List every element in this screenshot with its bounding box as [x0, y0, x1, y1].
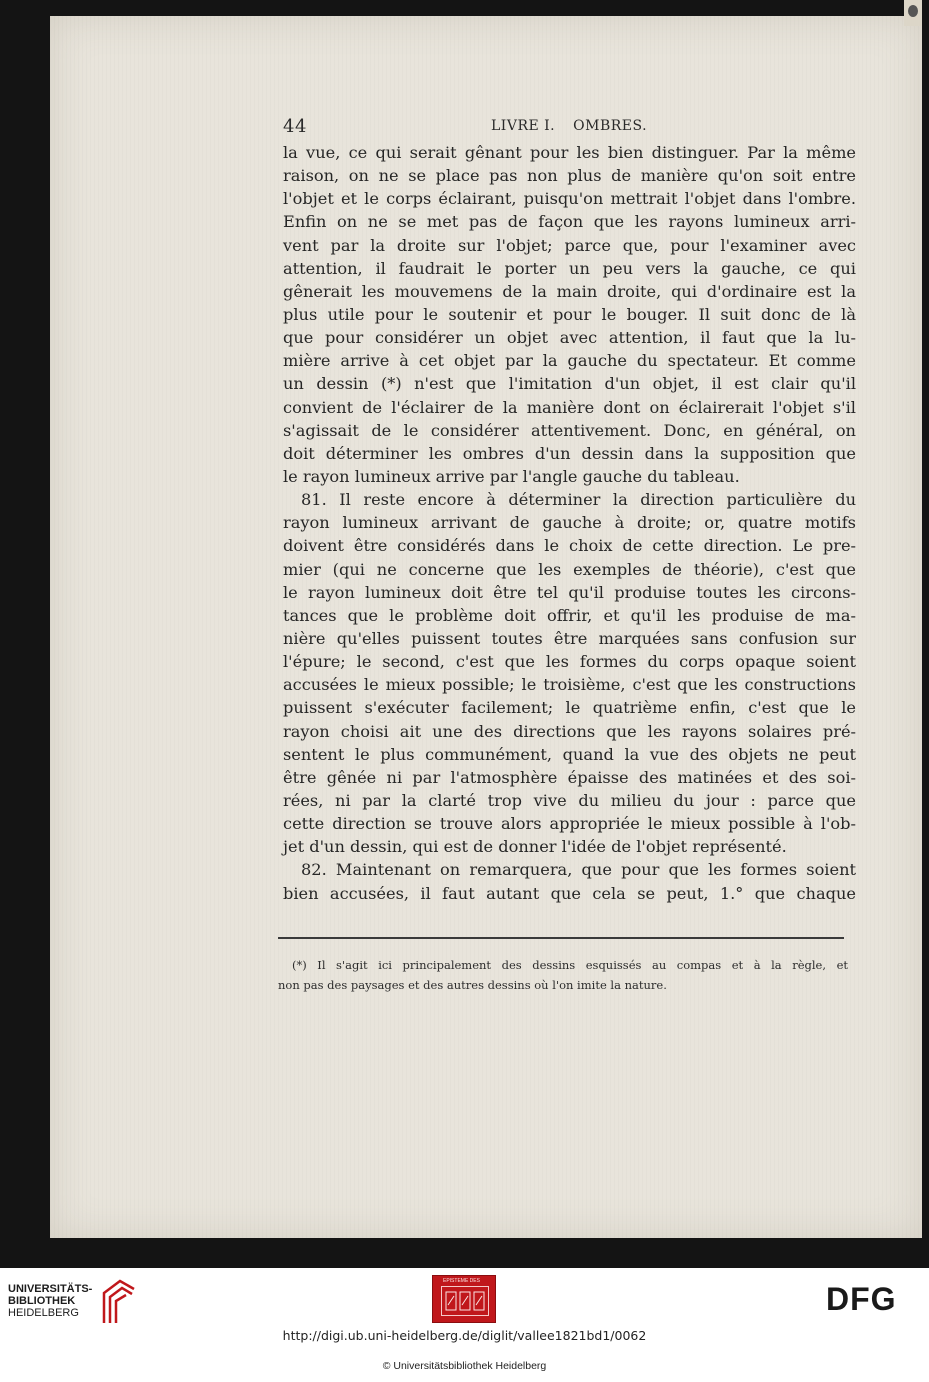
text-line: jet d'un dessin, qui est de donner l'idée de l'objet représenté. [283, 837, 787, 857]
text-line: convient de l'éclairer de la manière dont on éclairerait l'objet s'il [283, 397, 856, 417]
text-line: gênerait les mouvemens de la main droite, qui d'ordinaire est la [283, 281, 856, 301]
running-title-chapter: OMBRES. [573, 118, 648, 134]
text-line: Enfin on ne se met pas de façon que les rayons lumineux arri- [283, 212, 856, 232]
footnote-line: (*) Il s'agit ici principalement des dessins esquissés au compas et à la règle, et [292, 958, 848, 972]
text-line: l'épure; le second, c'est que les formes du corps opaque soient [283, 652, 856, 672]
text-line: un dessin (*) n'est que l'imitation d'un objet, il est clair qu'il [283, 374, 856, 394]
text-line: raison, on ne se place pas non plus de manière qu'on soit entre [283, 166, 856, 186]
text-line: bien accusées, il faut autant que cela se peut, 1.° que chaque [283, 883, 856, 903]
paragraph-81-start: 81. Il reste encore à déterminer la direction particulière du [301, 490, 856, 510]
text-line: vent par la droite sur l'objet; parce que, pour l'examiner avec [283, 235, 856, 255]
text-line: puissent s'exécuter facilement; le quatrième enfin, c'est que le [283, 698, 856, 718]
running-head [283, 118, 861, 140]
text-line: le rayon lumineux arrive par l'angle gauche du tableau. [283, 466, 740, 486]
paragraph-82-start: 82. Maintenant on remarquera, que pour que les formes soient [301, 860, 856, 880]
library-name-line3: HEIDELBERG [8, 1307, 79, 1319]
footnote-rule [278, 937, 844, 939]
library-name [8, 1283, 92, 1319]
text-line: accusées le mieux possible; le troisième, c'est que les constructions [283, 675, 856, 695]
text-line: mière arrive à cet objet par la gauche du spectateur. Et comme [283, 351, 856, 371]
dfg-logo-text: DFG [826, 1284, 897, 1314]
dfg-logo[interactable] [826, 1284, 916, 1314]
body-text [283, 141, 856, 905]
library-name-line2: BIBLIOTHEK [8, 1295, 76, 1307]
text-line: doit déterminer les ombres d'un dessin dans la supposition que [283, 443, 856, 463]
library-name-line1: UNIVERSITÄTS- [8, 1283, 93, 1295]
footnote-line: non pas des paysages et des autres dessins où l'on imite la nature. [278, 978, 667, 992]
permalink[interactable]: http://digi.ub.uni-heidelberg.de/diglit/vallee1821bd1/0062 [282, 1328, 647, 1343]
text-line: rayon choisi ait une des directions que les rayons solaires pré- [283, 721, 856, 741]
project-logo[interactable] [432, 1275, 496, 1323]
text-line: sentent le plus communément, quand la vue des objets ne peut [283, 744, 856, 764]
text-line: cette direction se trouve alors appropriée le mieux possible à l'ob- [283, 814, 856, 834]
text-line: s'agissait de le considérer attentivement. Donc, en général, on [283, 420, 856, 440]
library-emblem-icon [100, 1279, 136, 1325]
project-logo-frame [441, 1286, 489, 1316]
footnote [278, 955, 848, 995]
project-emblem-icon [442, 1287, 488, 1315]
text-line: rayon lumineux arrivant de gauche à droite; or, quatre motifs [283, 513, 856, 533]
text-line: doivent être considérés dans le choix de cette direction. Le pre- [283, 536, 856, 556]
university-library-logo[interactable] [8, 1277, 138, 1327]
color-calibration-mark [904, 0, 922, 26]
text-line: attention, il faudrait le porter un peu vers la gauche, ce qui [283, 258, 856, 278]
text-line: nière qu'elles puissent toutes être marquées sans confusion sur [283, 628, 856, 648]
running-title-book: LIVRE I. [491, 118, 556, 134]
page-number: 44 [283, 116, 307, 137]
text-line: le rayon lumineux doit être tel qu'il produise toutes les circons- [283, 582, 856, 602]
running-title [491, 118, 647, 134]
text-line: la vue, ce qui serait gênant pour les bien distinguer. Par la même [283, 143, 856, 162]
text-line: rées, ni par la clarté trop vive du milieu du jour : parce que [283, 790, 856, 810]
text-line: être gênée ni par l'atmosphère épaisse des matinées et des soi- [283, 767, 856, 787]
text-line: mier (qui ne concerne que les exemples de théorie), c'est que [283, 559, 856, 579]
copyright-notice: © Universitätsbibliothek Heidelberg [382, 1360, 547, 1372]
text-line: l'objet et le corps éclairant, puisqu'on mettrait l'objet dans l'ombre. [283, 189, 856, 209]
text-line: tances que le problème doit offrir, et qu'il les produise de ma- [283, 605, 856, 625]
text-line: plus utile pour le soutenir et pour le bouger. Il suit donc de là [283, 304, 856, 324]
text-line: que pour considérer un objet avec attention, il faut que la lu- [283, 328, 856, 348]
project-logo-text: EPISTEME DES [443, 1278, 480, 1284]
